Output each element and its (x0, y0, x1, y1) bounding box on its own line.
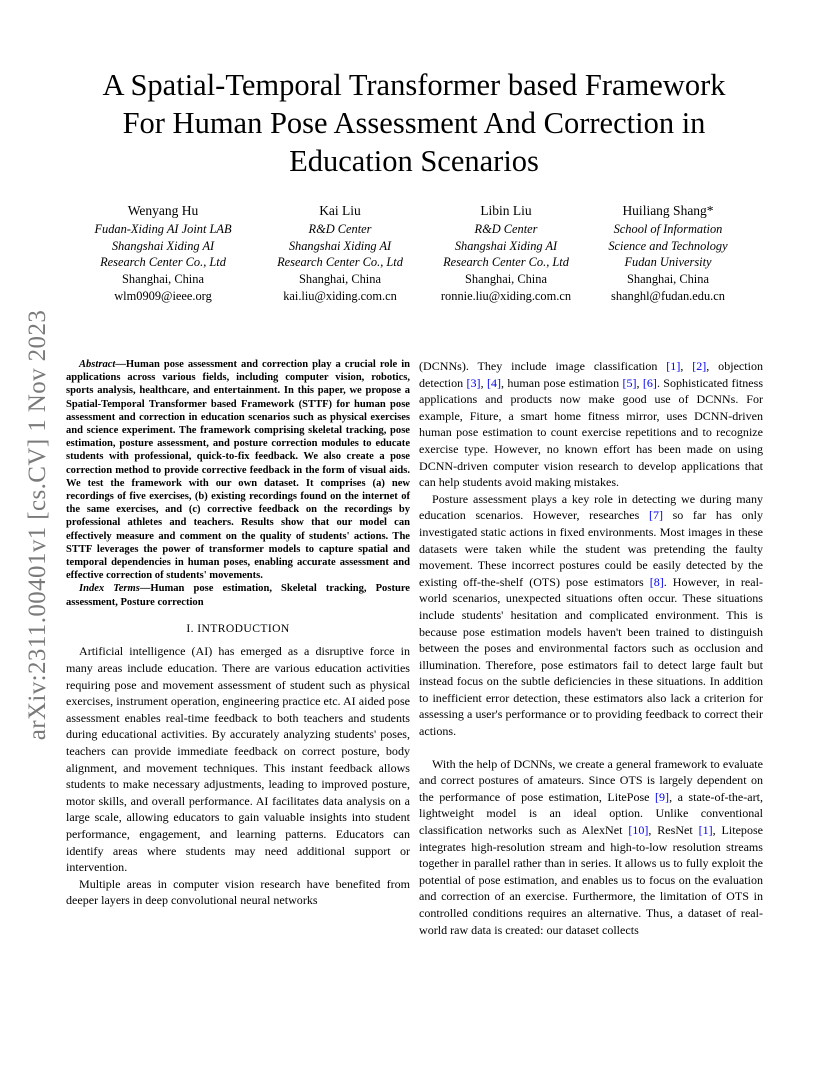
author-1 (77, 203, 249, 305)
text-run: Posture assessment plays a key role in detecting we during many education scenarios. However, researches (419, 491, 763, 523)
title-line: Education Scenarios (289, 144, 539, 178)
author-name: Wenyang Hu (127, 203, 199, 218)
paragraph (419, 491, 763, 740)
index-terms-text: —Human pose estimation, Skeletal tracking, Posture assessment, Posture correction (66, 583, 410, 608)
title-line: For Human Pose Assessment And Correction in (122, 106, 706, 140)
citation-link[interactable]: [1] (666, 359, 681, 373)
paragraph (419, 756, 763, 939)
author-affiliation: Science and Technology (608, 238, 728, 253)
text-run: so far has only investigated static actions in fixed environments. Most images in these datasets were taken while the student was pretending the faulty movement. These incorrect postures could be easily detected by the existing off-the-shelf (OTS) pose estimators (419, 508, 763, 589)
citation-link[interactable]: [2] (692, 359, 707, 373)
author-affiliation: Fudan-Xiding AI Joint LAB (94, 221, 232, 236)
author-affiliation: R&D Center (308, 221, 372, 236)
index-terms (66, 582, 410, 608)
author-name: Libin Liu (480, 203, 532, 218)
author-email[interactable]: ronnie.liu@xiding.com.cn (440, 288, 572, 303)
paragraph-gap (419, 740, 763, 756)
author-affiliation: Research Center Co., Ltd (443, 255, 569, 270)
author-affiliation: Fudan University (624, 255, 712, 270)
text-run: (DCNNs). They include image classification (419, 359, 667, 373)
citation-link[interactable]: [8] (649, 574, 664, 589)
left-column (66, 358, 410, 909)
paragraph: Multiple areas in computer vision research have benefited from deeper layers in deep convolutional neural networks (66, 876, 410, 908)
author-affiliation: Shangshai Xiding AI (454, 238, 558, 253)
text-run: , human pose estimation (500, 375, 623, 390)
paragraph (419, 358, 763, 491)
author-city: Shanghai, China (299, 272, 381, 287)
author-affiliation: Research Center Co., Ltd (100, 255, 226, 270)
author-block (0, 203, 828, 313)
author-city: Shanghai, China (122, 272, 204, 287)
text-run: , Litepose integrates high-resolution stream and high-to-low resolution streams together in parallel rather than in series. It allows us to fully exploit the potential of pose estimation, and enables us to focus on the evaluation and correction of an exercise. Furthermore, the limitation of OTS in controlled conditions requires an alternative. Thus, a dataset of real-world raw data is created: our dataset collects (419, 823, 763, 937)
text-run: , a state-of-the-art, lightweight model is an ideal option. Unlike conventional classification networks such as AlexNet (419, 789, 763, 838)
author-name: Huiliang Shang* (622, 203, 714, 218)
text-run: , objection detection (419, 359, 764, 390)
section-heading-introduction: I. INTRODUCTION (186, 621, 290, 635)
citation-link[interactable]: [4] (486, 375, 501, 390)
author-affiliation: Research Center Co., Ltd (277, 255, 403, 270)
title-line: A Spatial-Temporal Transformer based Framework (102, 68, 726, 102)
text-run: , (636, 375, 643, 390)
right-column (419, 358, 763, 938)
author-email[interactable]: kai.liu@xiding.com.cn (283, 288, 397, 303)
citation-link[interactable]: [5] (622, 375, 637, 390)
arxiv-identifier-text: arXiv:2311.00401v1 [cs.CV] 1 Nov 2023 (24, 309, 51, 741)
author-4 (582, 203, 754, 305)
paper-title (66, 66, 762, 180)
author-affiliation: R&D Center (474, 221, 538, 236)
author-name: Kai Liu (319, 203, 361, 218)
citation-link[interactable]: [3] (466, 375, 481, 390)
author-city: Shanghai, China (465, 272, 547, 287)
citation-link[interactable]: [6] (642, 375, 657, 390)
author-email[interactable]: wlm0909@ieee.org (114, 288, 212, 303)
citation-link[interactable]: [1] (698, 823, 713, 838)
author-city: Shanghai, China (627, 272, 709, 287)
abstract (66, 358, 410, 582)
text-run: , (680, 359, 693, 373)
citation-link[interactable]: [7] (648, 508, 663, 523)
text-run: With the help of DCNNs, we create a general framework to evaluate and correct postures of amateurs. Since OTS is largely dependent on the performance of pose estimation, LitePose (419, 756, 763, 804)
text-run: . Sophisticated fitness applications and products now make good use of DCNNs. For example, Fiture, a smart home fitness mirror, uses DCNN-driven human pose estimation to count exercise repetitions and to recognize exercise type. However, no known effort has been made on using DCNN-driven computer vision research to develop applications that can help students avoid making mistakes. (419, 375, 764, 490)
author-affiliation: Shangshai Xiding AI (288, 238, 392, 253)
text-run: , ResNet (648, 823, 699, 838)
paragraph: Artificial intelligence (AI) has emerged as a disruptive force in many areas include education. There are various education activities requiring pose and movement assessment of student such as physical exercises, instrument operation, engineering practice etc. AI aided pose assessment enables real-time feedback to both teachers and students during educational activities. By accurately analyzing students' poses, teachers can provide immediate feedback on correct posture, body alignment, and movement techniques. This instant feedback allows students to make necessary adjustments, leading to improved posture, motor skills, and overall performance. AI facilitates data analysis on a large scale, allowing educators to gain valuable insights into student performance, engagement, and learning patterns. Educators can identify areas where students may need additional support or intervention. (66, 644, 410, 875)
author-affiliation: School of Information (613, 221, 723, 236)
author-affiliation: Shangshai Xiding AI (111, 238, 215, 253)
citation-link[interactable]: [9] (655, 789, 670, 804)
text-run: , (480, 375, 487, 390)
abstract-text: —Human pose assessment and correction play a crucial role in applications across various fields, including computer vision, robotics, sports analysis, healthcare, and entertainment. In this paper, we propose a Spatial-Temporal Transformer based Framework (STTF) for human pose assessment and correction in education scenarios such as physical exercises and science experiment. The framework comprising skeletal tracking, pose estimation, posture assessment, and posture correction modules to educate students with professional, quick-to-fix feedback. We also create a pose correction method to provide corrective feedback in the form of visual aids. We test the framework with our own dataset. It comprises (a) new recordings of five exercises, (b) existing recordings found on the internet of the same exercises, and (c) corrective feedback on the recordings by professional athletes and teachers. Results show that our model can effectively measure and comment on the quality of students' actions. The STTF leverages the power of transformer models to capture spatial and temporal dependencies in human poses, enabling accurate assessment and effective correction of students' movements. (66, 359, 410, 582)
citation-link[interactable]: [10] (628, 823, 649, 838)
author-3 (420, 203, 592, 305)
author-2 (254, 203, 426, 305)
author-email[interactable]: shanghl@fudan.edu.cn (611, 288, 725, 303)
abstract-label: Abstract (79, 359, 116, 370)
arxiv-identifier (18, 290, 58, 760)
text-run: . However, in real-world scenarios, unexpected situations often occur. These situations include students' hesitation and complicated environment. This is because pose estimation models haven't been trained to distinguish between the poses and environmental factors such as occlusion and illumination. Therefore, pose estimators fail to detect large fault but instead focus on the subtle deficiencies in these situations. In addition to inefficient error detection, these estimators also lack a criterion for assessing a user's performance or to providing feedback to correct their actions. (419, 574, 763, 739)
index-terms-label: Index Terms (79, 583, 140, 595)
